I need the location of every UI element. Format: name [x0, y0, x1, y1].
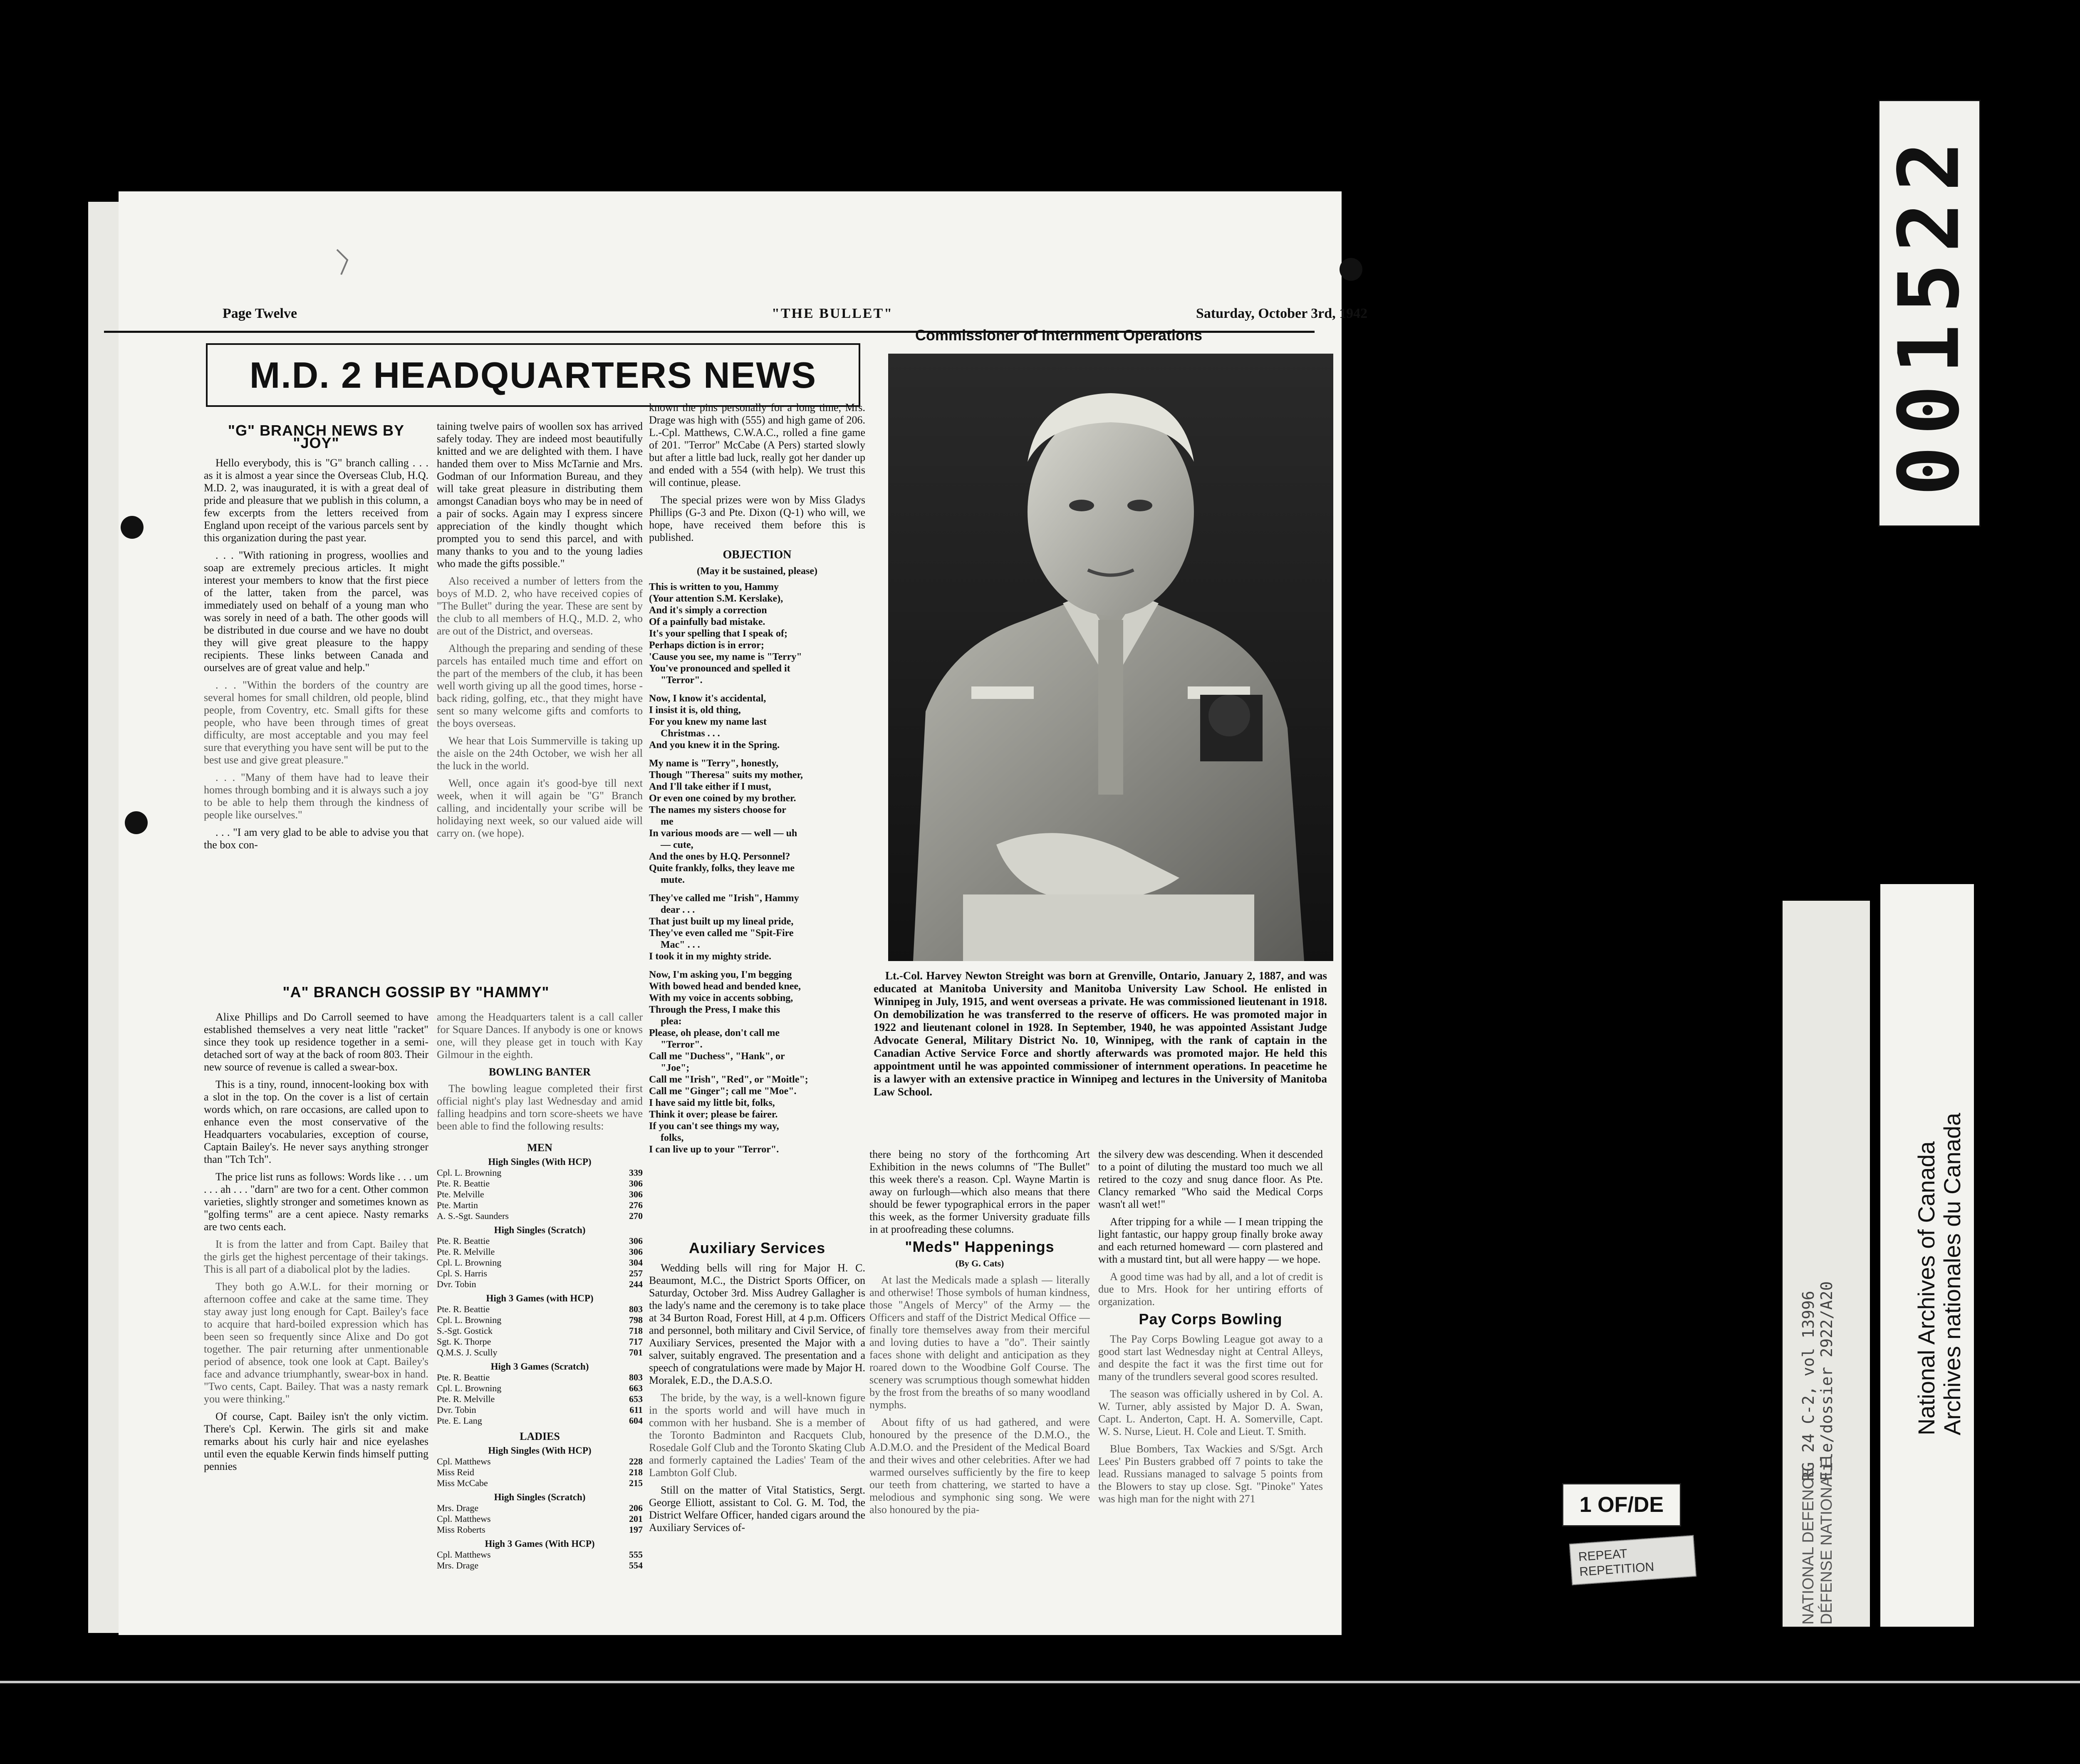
frame-number: 001522: [1881, 130, 1978, 496]
table-row: Cpl. L. Browning 663: [437, 1383, 643, 1393]
a-branch-title: "A" BRANCH GOSSIP BY "HAMMY": [282, 984, 550, 1001]
poem-stanza: My name is "Terry", honestly, Though "Theresa" suits my mother, And I'll take either if I must, Or even one coined by my brother. The names my sisters choose for me In various moods are — well — uh — cute, And the ones by H.Q. Personnel? Quite frankly, folks, they leave me mute.: [649, 758, 803, 885]
column-bowling: [437, 1011, 643, 1625]
pencil-mark: [333, 245, 358, 279]
bowling-results-table: [437, 1137, 643, 1571]
g-cont-para: Although the preparing and sending of these parcels has entailed much time and effort on the part of the members of the club, it has been well worth giving up all the good times, horse - back riding, golfing, etc., that they might have sent so many welcome gifts and comforts to the boys overseas.: [437, 642, 643, 729]
g-branch-para: Hello everybody, this is "G" branch calling . . . as it is almost a year since the Overseas Club, H.Q. M.D. 2, was inaugurated, it is with a great deal of pride and pleasure that we publish in this column, a few excerpts from the letters received from England upon receipt of the various parcels sent by this organization during the past year.: [204, 457, 428, 544]
column-g-branch: [204, 420, 428, 974]
column-meds: [869, 1148, 1090, 1625]
table-row: Miss Roberts 197: [437, 1524, 643, 1535]
bowling-title: BOWLING BANTER: [489, 1066, 591, 1078]
archive-reference-text: RG 24 C-2, vol 13996 File/dossier 2922/A20: [1799, 1281, 1836, 1481]
frame-number-tape: [1878, 100, 1981, 527]
a-branch-para: Of course, Capt. Bailey isn't the only victim. There's Cpl. Kerwin. The girls sit and make remarks about his curly hair and nice eyelashes until even the equable Kerwin finds himself putting pennies: [204, 1410, 428, 1472]
meds-cont-para: A good time was had by all, and a lot of credit is due to Mrs. Hook for her untiring efforts of organization.: [1098, 1271, 1323, 1308]
table-row: Cpl. L. Browning 304: [437, 1257, 643, 1268]
poem-stanza: Now, I know it's accidental, I insist it is, old thing, For you knew my name last Christmas . . . And you knew it in the Spring.: [649, 693, 780, 751]
g-cont-para: Well, once again it's good-bye till next week, when it will again be "G" Branch calling, and incidentally your scribe will be holidaying next week, so our valued aide will carry on. (we hope).: [437, 777, 643, 839]
g-branch-title: "G" BRANCH NEWS BY "JOY": [228, 422, 405, 451]
caption-text: Lt.-Col. Harvey Newton Streight was born at Grenville, Ontario, January 2, 1887, and was educated at Manitoba University and Manitoba University Law School. He enlisted in Winnipeg in July, 1915, and went overseas a private. He was commissioned lieutenant in 1918. On demobilization he was transferred to the reserve of officers. He was promoted major in 1922 and lieutenant colonel in 1928. In September, 1940, he was appointed Assistant Judge Advocate General, Military District No. 10, Winnipeg, with the rank of captain in the Canadian Active Service Force and shortly afterwards was promoted major. He held this appointment until he was appointed commissioner of internment operations. In peacetime he is a lawyer with an extensive practice in Winnipeg and lectures in the University of Manitoba Law School.: [874, 969, 1327, 1098]
pay-corps-para: The season was officially ushered in by Col. A. W. Turner, ably assisted by Major D. A. Swan, Capt. L. Anderton, Capt. H. A. Somerville, Capt. W. S. Nurse, Lieut. H. Cole and Lieut. T. Smith.: [1098, 1388, 1323, 1437]
national-defence-text: NATIONAL DEFENCE DÉFENSE NATIONALE: [1800, 1457, 1835, 1625]
commissioner-portrait: [888, 354, 1333, 961]
ladies-label: LADIES: [520, 1430, 560, 1442]
pay-corps-para: Blue Bombers, Tax Wackies and S/Sgt. Arch Lees' Pin Busters grabbed off 7 points to take the lead. Russians managed to salvage 5 points from the Blowers to stay up close. Sgt. "Pinoke" Yates was high man for the night with 271: [1098, 1443, 1323, 1505]
a-branch-para: This is a tiny, round, innocent-looking box with a slot in the top. On the cover is a list of certain words which, on rare occasions, are called upon to enhance even the most conservative of the Headquarters vocabularies, exception of course, Captain Bailey's. He never says anything stronger than "Tch Tch".: [204, 1078, 428, 1165]
meds-cont-para: After tripping for a while — I mean tripping the light fantastic, our happy group finally broke away and each returned homeward — corn plastered and with a mustard tint, but all were happy — we hope.: [1098, 1216, 1323, 1265]
table-row: Cpl. Matthews 201: [437, 1514, 643, 1524]
section-masthead: M.D. 2 HEADQUARTERS NEWS: [206, 343, 860, 407]
g-cont-para: Also received a number of letters from the boys of M.D. 2, who have received copies of "The Bullet" during the year. These are sent by the club to all members of H.Q., M.D. 2, who are out of the District, and overseas.: [437, 575, 643, 637]
table-row: Pte. R. Beattie 803: [437, 1304, 643, 1314]
meds-para: About fifty of us had gathered, and were honoured by the presence of the D.M.O., the A.D.M.O. and the President of the Medical Board and their wives and other celebrities. After we had warmed ourselves sufficiently by the fire to keep our teeth from chattering, we started to have a melodious and symphonic sing song. We were also honoured by the pia-: [869, 1416, 1090, 1516]
column-objection: [649, 401, 865, 1238]
bowling-text: The bowling league completed their first official night's play last Wednesday and amid falling headpins and torn score-sheets we have been able to find the following results:: [437, 1083, 643, 1132]
table-row: Dvr. Tobin 244: [437, 1279, 643, 1289]
table-row: Cpl. S. Harris 257: [437, 1268, 643, 1278]
table-row: Q.M.S. J. Scully 701: [437, 1347, 643, 1358]
men-label: MEN: [527, 1142, 552, 1154]
national-archives-text: National Archives of Canada Archives nationales du Canada: [1913, 1112, 1965, 1435]
a-branch-para: Alixe Phillips and Do Carroll seemed to have established themselves a very neat little "racket" since they took up residence together in a semi-detached sort of way at the back of room 803. Their new source of revenue is called a swear-box.: [204, 1011, 428, 1073]
meds-cont-para: the silvery dew was descending. When it descended to a point of diluting the mustard too much we all retired to the cozy and snug dance floor. As Pte. Clancy remarked "Who said the Medical Corps wasn't all wet!": [1098, 1148, 1323, 1210]
table-heading: High 3 Games (Scratch): [490, 1361, 589, 1372]
objection-poem: [649, 565, 865, 1155]
table-heading: High Singles (With HCP): [488, 1445, 592, 1456]
g-cont-para: taining twelve pairs of woollen sox has arrived safely today. They are indeed most beautifully knitted and we are delighted with them. I have handed them over to Miss McTarnie and Mrs. Godman of our Information Bureau, and they will take great pleasure in distributing them amongst Canadian boys who may be in need of a pair of socks. Again may I express sincere appreciation of the kindly thought which prompted you to send this parcel, and with many thanks to you and to the young ladies who made the gifts possible.": [437, 420, 643, 570]
table-row: Pte. R. Beattie 803: [437, 1372, 643, 1382]
photo-feature-title: Commissioner of Internment Operations: [915, 327, 1203, 344]
pay-corps-para: The Pay Corps Bowling League got away to a good start last Wednesday night at Central Alleys, and despite the fact it was the first time out for many of the trundlers several good scores resulted.: [1098, 1333, 1323, 1382]
paper-name: "THE BULLET": [772, 306, 893, 321]
column-g-branch-cont: [437, 420, 643, 978]
column-a-branch-text: [204, 1011, 428, 1625]
a-branch-para: The price list runs as follows: Words like . . . um . . . ah . . . "darn" are two for a cent. Other common varieties, slightly stronger and sometimes known as "golfing terms" are a cent apiece. Nasty remarks are two cents each.: [204, 1171, 428, 1233]
meds-para: At last the Medicals made a splash — literally and otherwise! Those symbols of human kindness, those "Angels of Mercy" of the Army — the Officers and staff of the District Medical Office — finally tore themselves away from their merciful and loving duties to have a "do". Their saintly faces shone with delight and anticipation as they roared down to the Woodbine Golf Course. The scenery was scrumptious though somewhat hidden by the frost from the breaths of so many woodland nymphs.: [869, 1274, 1090, 1411]
meds-title: "Meds" Happenings: [905, 1238, 1055, 1255]
a-branch-para: It is from the latter and from Capt. Bailey that the girls get the highest percentage of their takings. This is all part of a diabolical plot by the ladies.: [204, 1238, 428, 1275]
punch-hole-middle: [121, 516, 144, 539]
photo-caption: [874, 969, 1327, 1098]
bowling-intro: among the Headquarters talent is a call caller for Square Dances. If anybody is one or knows one, will they please get in touch with Kay Gilmour in the eighth.: [437, 1011, 643, 1060]
page-number-label: Page Twelve: [223, 306, 297, 321]
table-row: S.-Sgt. Gostick 718: [437, 1325, 643, 1336]
table-heading: High Singles (With HCP): [488, 1157, 592, 1167]
bowling-cont-para: The special prizes were won by Miss Gladys Phillips (G-3 and Pte. Dixon (Q-1) who will, we hope, have received them before this is published.: [649, 494, 865, 543]
table-row: Cpl. L. Browning 798: [437, 1315, 643, 1325]
table-row: Sgt. K. Thorpe 717: [437, 1336, 643, 1347]
objection-subtitle: (May it be sustained, please): [697, 566, 817, 577]
table-row: A. S.-Sgt. Saunders 270: [437, 1211, 643, 1221]
auxiliary-para: The bride, by the way, is a well-known figure in the sports world and will have much in common with her husband. She is a member of the Toronto Badminton and Racquets Club, Rosedale Golf Club and the Toronto Skating Club and formerly captained the Ladies' Team of the Lambton Golf Club.: [649, 1392, 865, 1479]
table-row: Pte. R. Melville 306: [437, 1246, 643, 1257]
auxiliary-title: Auxiliary Services: [688, 1239, 826, 1256]
g-branch-para: . . . "Within the borders of the country are several homes for small children, old people, blind people, from Coventry, etc. Small gifts for these people, who have been through times of great difficulty, are most acceptable and you may feel sure that everything you have sent will be put to the best use and give great pleasure.": [204, 679, 428, 766]
table-row: Mrs. Drage 206: [437, 1503, 643, 1513]
punch-hole-top: [1340, 258, 1362, 281]
bowling-cont-para: known the pins personally for a long time, Mrs. Drage was high with (555) and high game of 206. L.-Cpl. Matthews, C.W.A.C., rolled a fine game of 201. "Terror" McCabe (A Pers) started slowly but after a little bad luck, really got her dander up and ended with a 554 (with help). We trust this will continue, please.: [649, 401, 865, 488]
table-row: Dvr. Tobin 611: [437, 1405, 643, 1415]
table-row: Cpl. Matthews 228: [437, 1456, 643, 1467]
table-heading: High 3 Games (With HCP): [485, 1539, 595, 1549]
column-pay-corps: [1098, 1148, 1323, 1625]
table-row: Pte. Melville 306: [437, 1189, 643, 1199]
table-row: Pte. Martin 276: [437, 1200, 643, 1210]
table-heading: High Singles (Scratch): [494, 1492, 586, 1502]
g-branch-para: . . . "I am very glad to be able to advise you that the box con-: [204, 826, 428, 851]
poem-stanza: Now, I'm asking you, I'm begging With bowed head and bended knee, With my voice in accents sobbing, Through the Press, I make this plea: Please, oh please, don't call me "Terror". Call me "Duchess", "Hank", or "Joe"; Call me "Irish", "Red", or "Moitle"; Call me "Ginger"; call me "Moe". I have said my little bit, folks, Think it over; please be fairer. If you can't see things my way, folks, I can live up to your "Terror".: [649, 969, 808, 1155]
punch-hole-bottom: [125, 811, 148, 834]
table-row: Cpl. Matthews 555: [437, 1549, 643, 1560]
table-row: Pte. R. Beattie 306: [437, 1178, 643, 1189]
table-row: Mrs. Drage 554: [437, 1560, 643, 1571]
g-branch-para: . . . "With rationing in progress, woollies and soap are extremely precious articles. It might interest your members to know that the first piece of the latter, taken from the parcel, was immediately used on behalf of a young man who was sorely in need of a bath. The other goods will be distributed in due course and we have no doubt they will give great pleasure to the happy recipients. These links between Canada and ourselves are of great value and help.": [204, 549, 428, 674]
poem-stanza: This is written to you, Hammy (Your attention S.M. Kerslake), And it's simply a correction Of a painfully bad mistake. It's your spelling that I speak of; Perhaps diction is in error; 'Cause you see, my name is "Terry" You've pronounced and spelled it "Terror".: [649, 582, 802, 686]
issue-date: Saturday, October 3rd, 1942: [1196, 306, 1368, 321]
pay-corps-title: Pay Corps Bowling: [1139, 1311, 1283, 1328]
table-heading: High 3 Games (with HCP): [486, 1293, 594, 1303]
a-branch-para: They both go A.W.L. for their morning or afternoon coffee and cake at the same time. They stay away just long enough for Capt. Bailey's face to acquire that hard-boiled expression which has been seen so frequently since Alixe and Do got together. The pair returning after unmentionable period of absence, took one look at Capt. Bailey's face and advance triumphantly, swear-box in hand. "Two cents, Capt. Bailey. That was a nasty remark you were thinking.": [204, 1281, 428, 1405]
column-auxiliary: [649, 1238, 865, 1625]
g-branch-para: . . . "Many of them have had to leave their homes through bombing and it is always such a joy to be able to help them through the kindness of people like ourselves.": [204, 771, 428, 821]
film-edge-line: [0, 1681, 2080, 1683]
page-header: [104, 306, 1368, 327]
table-row: Pte. R. Beattie 306: [437, 1236, 643, 1246]
table-row: Cpl. L. Browning 339: [437, 1167, 643, 1178]
table-row: Pte. E. Lang 604: [437, 1415, 643, 1426]
art-note-para: there being no story of the forthcoming Art Exhibition in the news columns of "The Bullet" this week there's a reason. Cpl. Wayne Martin is away on furlough—which also means that there should be fewer typographical errors in the paper this week, as the former University graduate fills in at proofreading these columns.: [869, 1148, 1090, 1235]
portrait-illustration: [888, 354, 1333, 961]
auxiliary-para: Still on the matter of Vital Statistics, Sergt. George Elliott, assistant to Col. G. M. Tod, the District Welfare Officer, handed cigars around the Auxiliary Services of-: [649, 1484, 865, 1534]
repeat-tag: REPEAT REPETITION: [1569, 1535, 1696, 1586]
frame-tag: 1 OF/DE: [1562, 1483, 1681, 1526]
objection-title: OBJECTION: [723, 548, 792, 561]
table-heading: High Singles (Scratch): [494, 1225, 586, 1235]
poem-stanza: They've called me "Irish", Hammy dear . . . That just built up my lineal pride, They've even called me "Spit-Fire Mac" . . . I took it in my mighty stride.: [649, 893, 799, 962]
auxiliary-para: Wedding bells will ring for Major H. C. Beaumont, M.C., the District Sports Officer, on Saturday, October 3rd. Miss Audrey Gallagher is the lady's name and the ceremony is to take place at 34 Burton Road, Forest Hill, at 4 p.m. Officers and personnel, both military and Civil Service, of Auxiliary Services, presented the Major with a salver, suitably engraved. The presentation and a speech of congratulations were made by Major H. Moralek, E.D., the D.A.S.O.: [649, 1262, 865, 1386]
table-row: Pte. R. Melville 653: [437, 1394, 643, 1404]
meds-byline: (By G. Cats): [955, 1258, 1004, 1268]
g-cont-para: We hear that Lois Summerville is taking up the aisle on the 24th October, we wish her all the luck in the world.: [437, 735, 643, 772]
table-row: Miss McCabe 215: [437, 1478, 643, 1488]
table-row: Miss Reid 218: [437, 1467, 643, 1477]
